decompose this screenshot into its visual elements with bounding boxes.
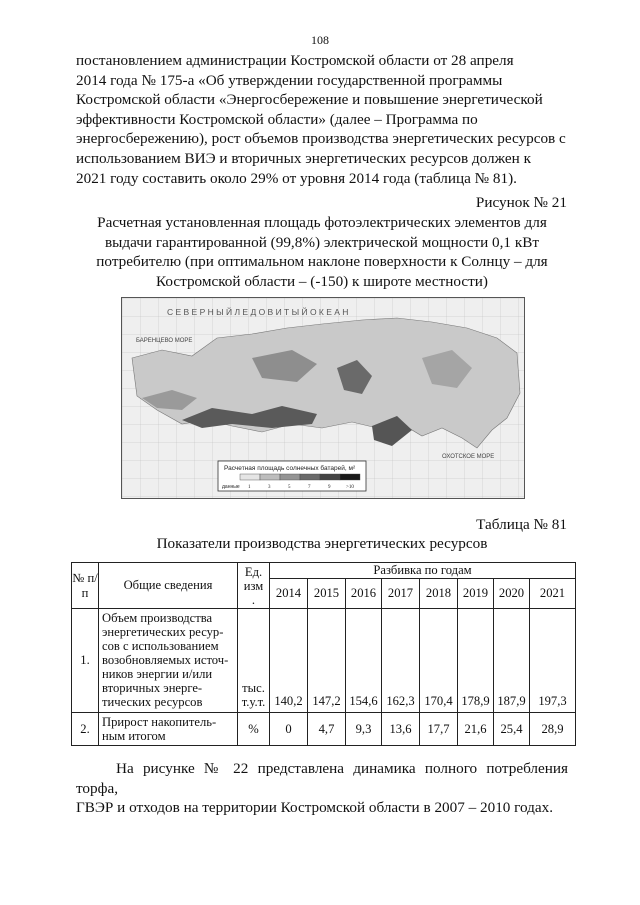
year-cell: 2020 — [494, 579, 530, 609]
row-unit: тыс. т.у.т. — [238, 609, 270, 713]
year-cell: 2015 — [308, 579, 346, 609]
value-cell: 162,3 — [382, 609, 420, 713]
intro-paragraph — [76, 51, 568, 188]
year-cell: 2016 — [346, 579, 382, 609]
caption-line: выдачи гарантированной (99,8%) электрической мощности 0,1 кВт — [105, 233, 539, 251]
desc-line: энергетических ресур- — [102, 625, 224, 639]
row-unit: % — [238, 713, 270, 746]
value-cell: 21,6 — [458, 713, 494, 746]
header-general: Общие сведения — [99, 563, 238, 609]
desc-line: тических ресурсов — [102, 695, 203, 709]
figure-caption — [76, 213, 568, 291]
unit-line: изм — [243, 578, 264, 593]
desc-line: Прирост накопитель- — [102, 715, 217, 729]
intro-line: постановлением администрации Костромской области от 28 апреля — [76, 52, 514, 69]
year-cell: 2014 — [270, 579, 308, 609]
row-num: 1. — [72, 609, 99, 713]
unit-line: . — [251, 592, 256, 607]
value-cell: 13,6 — [382, 713, 420, 746]
value-cell: 197,3 — [530, 609, 576, 713]
year-cell: 2019 — [458, 579, 494, 609]
header-row — [72, 563, 576, 579]
year-cell: 2017 — [382, 579, 420, 609]
header-num: № п/п — [72, 563, 99, 609]
value-cell: 4,7 — [308, 713, 346, 746]
legend-tick: 7 — [308, 485, 311, 490]
intro-line: Костромской области «Энергосбережение и повышение энергетической — [76, 91, 543, 109]
table-row — [72, 609, 576, 713]
value-cell: 28,9 — [530, 713, 576, 746]
map-ocean-label: С Е В Е Р Н Ы Й Л Е Д О В И Т Ы Й О К Е А Н — [167, 307, 349, 317]
desc-line: возобновляемых источ- — [102, 653, 229, 667]
map-legend — [218, 461, 366, 491]
year-cell: 2018 — [420, 579, 458, 609]
unit-line: Ед. — [244, 564, 263, 579]
legend-tick: >10 — [346, 485, 354, 490]
header-unit — [238, 563, 270, 609]
legend-tick: 1 — [248, 485, 251, 490]
desc-line: ным итогом — [102, 729, 166, 743]
value-cell: 178,9 — [458, 609, 494, 713]
year-cell: 2021 — [530, 579, 576, 609]
closing-line: ГВЭР и отходов на территории Костромской области в 2007 – 2010 годах. — [76, 799, 554, 817]
intro-line: эффективности Костромской области» (далее – Программа по — [76, 110, 478, 128]
map-sea-label-right: ОХОТСКОЕ МОРЕ — [442, 454, 495, 460]
table-row — [72, 713, 576, 746]
legend-title: Расчетная площадь солнечных батарей, м² — [224, 465, 356, 472]
intro-line: энергосбережению), рост объемов производства энергетических ресурсов с — [76, 130, 566, 148]
solar-area-map — [121, 297, 525, 499]
intro-line: 2021 году составить около 29% от уровня 2014 года (таблица № 81). — [76, 169, 517, 187]
map-graphic — [122, 298, 524, 498]
intro-line: 2014 года № 175-а «Об утверждении государственной программы — [76, 71, 503, 89]
value-cell: 170,4 — [420, 609, 458, 713]
closing-line: На рисунке № 22 представлена динамика полного потребления торфа, — [76, 760, 568, 797]
closing-paragraph — [76, 759, 568, 818]
intro-line: использованием ВИЭ и вторичных энергетических ресурсов должен к — [76, 149, 531, 167]
caption-line: Расчетная установленная площадь фотоэлектрических элементов для — [97, 214, 547, 231]
page-number: 108 — [311, 33, 329, 47]
row-num: 2. — [72, 713, 99, 746]
row-description — [99, 713, 238, 746]
energy-production-table — [71, 562, 576, 746]
value-cell: 147,2 — [308, 609, 346, 713]
figure-label: Рисунок № 21 — [475, 194, 567, 211]
value-cell: 140,2 — [270, 609, 308, 713]
caption-line: потребителю (при оптимальном наклоне поверхности к Солнцу – для — [96, 253, 548, 270]
legend-tick: 3 — [268, 485, 271, 490]
map-sea-label-left: БАРЕНЦЕВО МОРЕ — [136, 338, 193, 344]
value-cell: 25,4 — [494, 713, 530, 746]
desc-line: Объем производства — [102, 611, 213, 625]
desc-line: ников энергии и/или — [102, 667, 213, 681]
row-description — [99, 609, 238, 713]
desc-line: вторичных энерге- — [102, 681, 203, 695]
legend-tick: 5 — [288, 485, 291, 490]
value-cell: 9,3 — [346, 713, 382, 746]
table-title: Показатели производства энергетических ресурсов — [156, 535, 488, 552]
caption-line: Костромской области – (-150) к широте местности) — [156, 272, 488, 290]
table-label: Таблица № 81 — [476, 516, 567, 533]
value-cell: 187,9 — [494, 609, 530, 713]
value-cell: 17,7 — [420, 713, 458, 746]
header-breakdown: Разбивка по годам — [270, 563, 576, 579]
value-cell: 154,6 — [346, 609, 382, 713]
legend-left-label: данные — [222, 484, 240, 490]
legend-tick: 9 — [328, 485, 331, 490]
desc-line: сов с использованием — [102, 639, 219, 653]
value-cell: 0 — [270, 713, 308, 746]
